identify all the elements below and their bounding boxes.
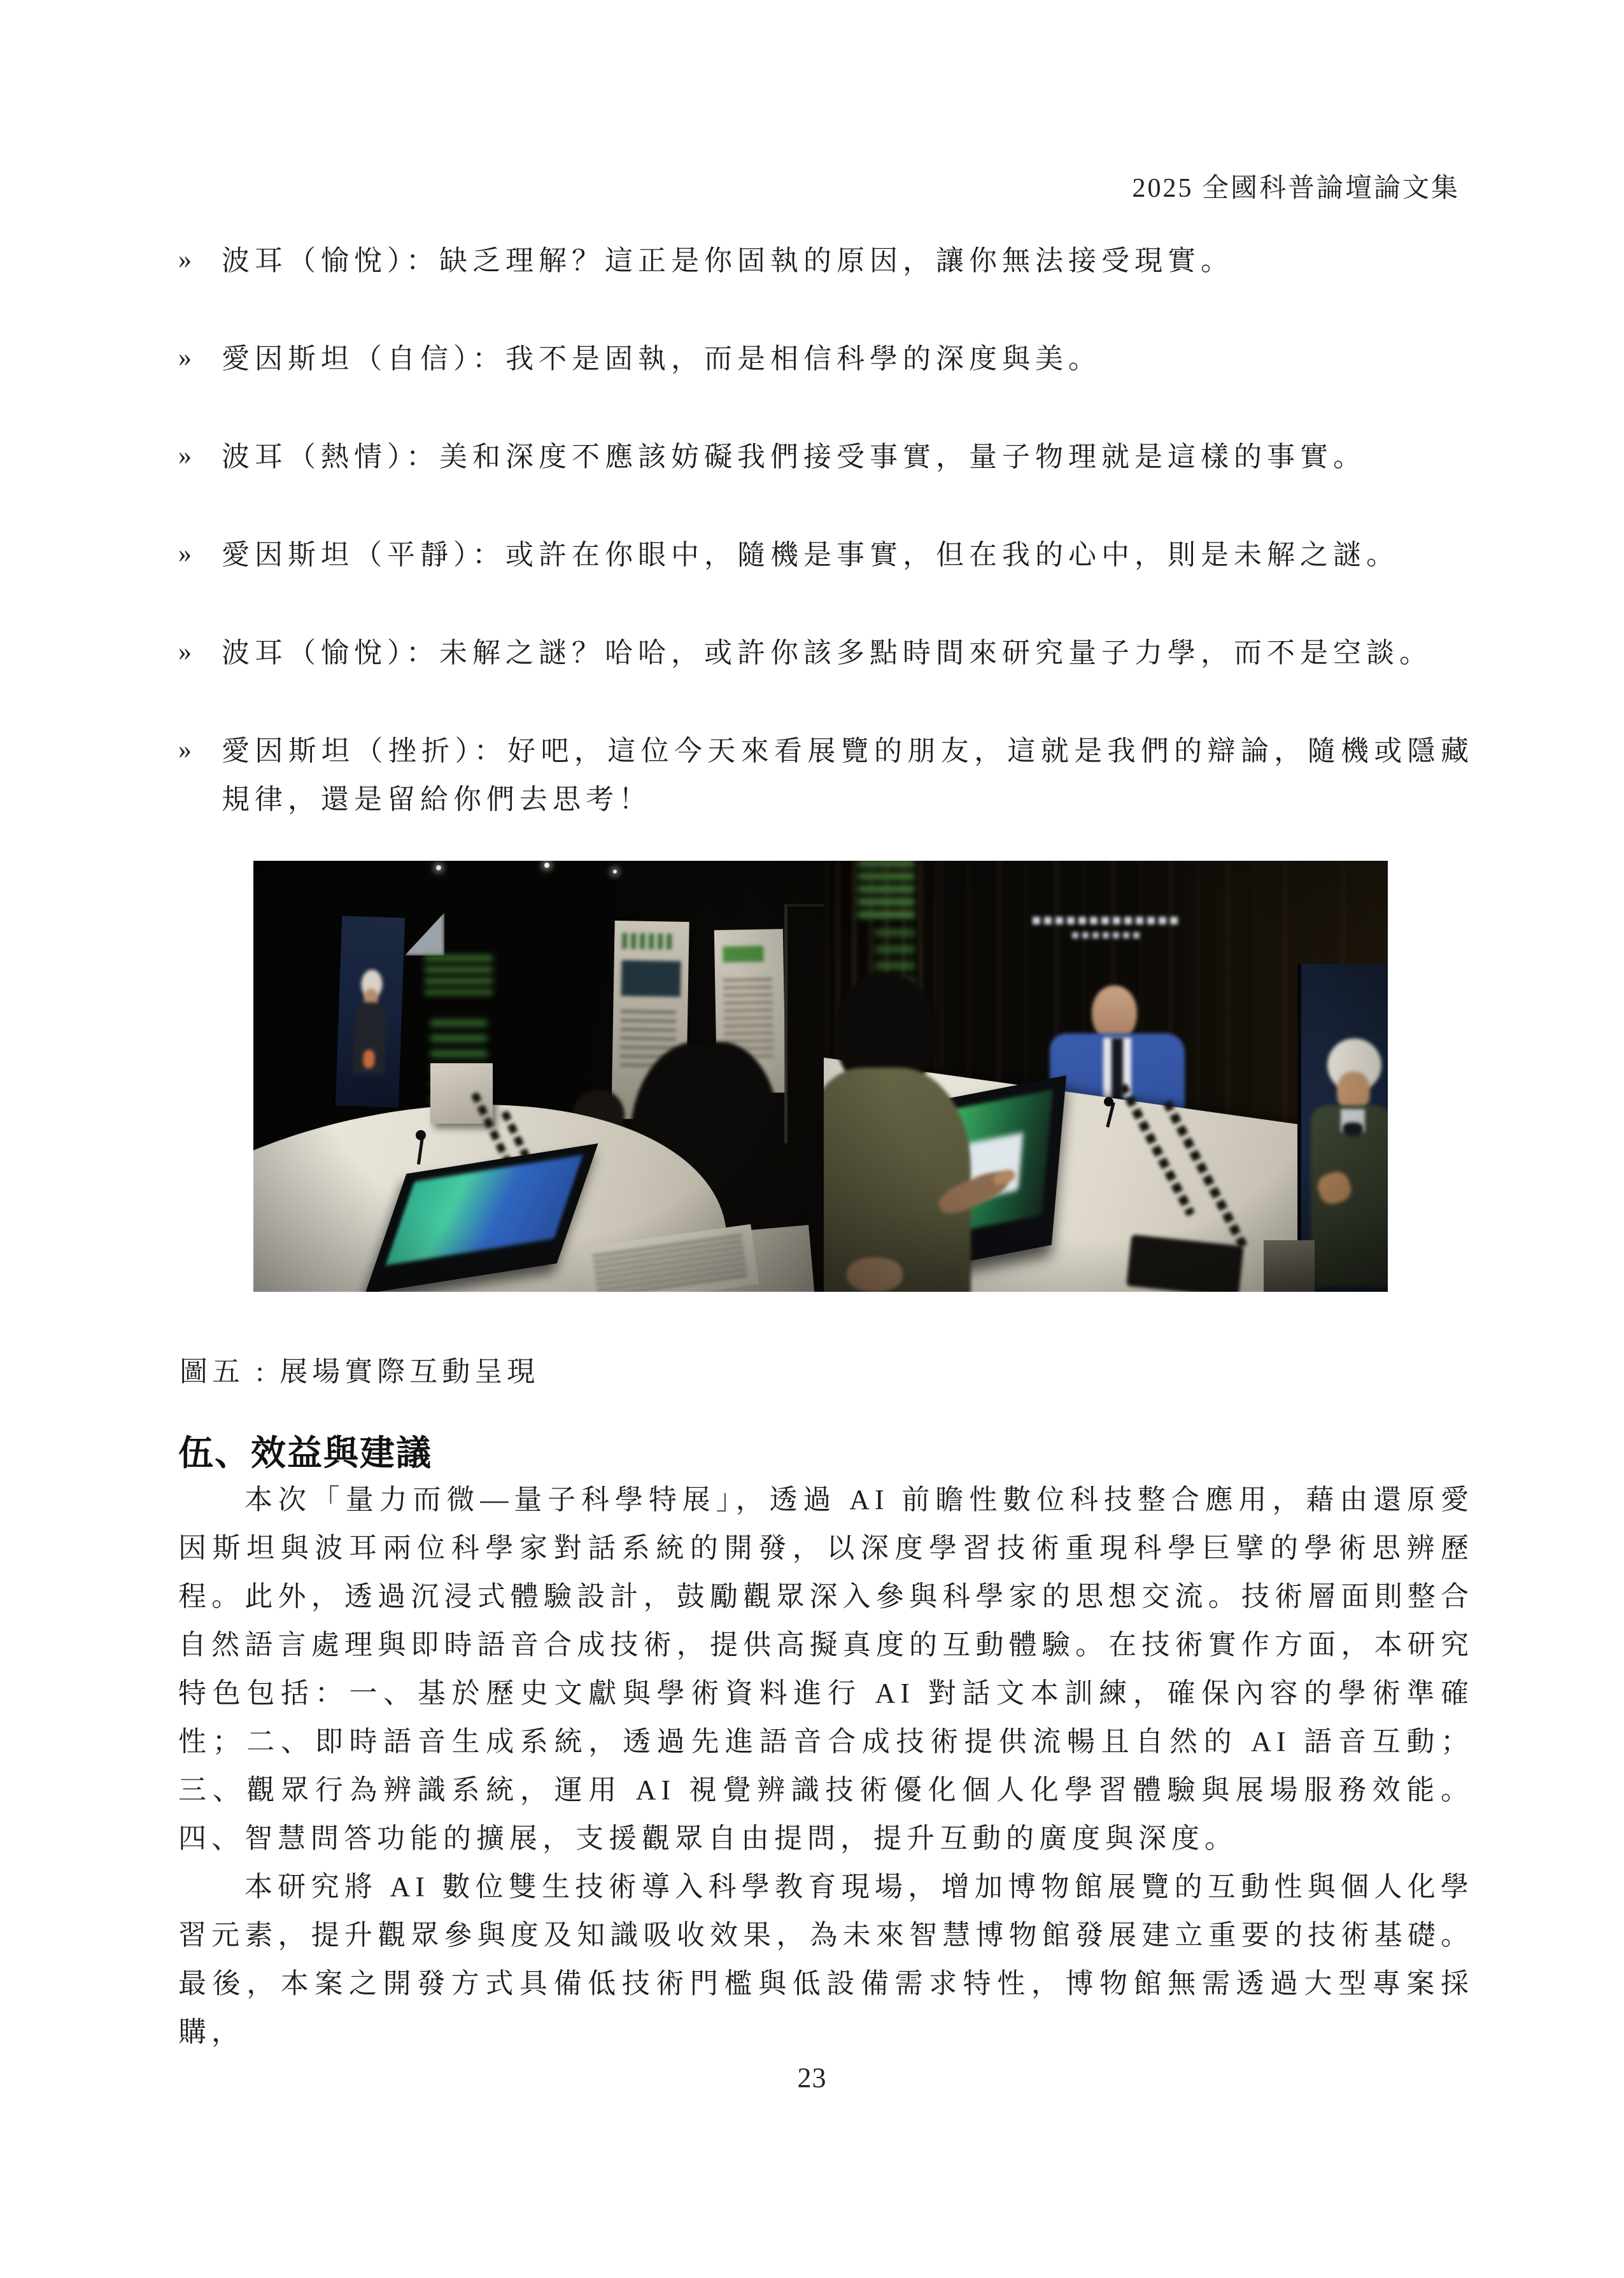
- photo-vignette: [253, 861, 824, 1292]
- section-heading: 伍、效益與建議: [178, 1434, 433, 1473]
- dialogue-text: 愛因斯坦（平靜）：或許在你眼中，隨機是事實，但在我的心中，則是未解之謎。: [222, 539, 1399, 570]
- dialogue-item: [178, 335, 1474, 383]
- figure-caption: 圖五 : 展場實際互動呈現: [180, 1356, 540, 1387]
- dialogue-text: 愛因斯坦（自信）：我不是固執，而是相信科學的深度與美。: [222, 343, 1101, 374]
- exhibit-photo-right: [824, 861, 1388, 1292]
- dialogue-item: [178, 433, 1474, 481]
- dialogue-text: 愛因斯坦（挫折）：好吧，這位今天來看展覽的朋友，這就是我們的辯論，隨機或隱藏規律，還是留給你們去思考！: [222, 735, 1474, 815]
- list-bullet-icon: »: [178, 343, 192, 372]
- photo-vignette: [824, 861, 1388, 1292]
- list-bullet-icon: »: [178, 637, 192, 667]
- figure-photo: [253, 861, 1388, 1292]
- list-bullet-icon: »: [178, 735, 192, 765]
- dialogue-text: 波耳（愉悅）：缺乏理解？這正是你固執的原因，讓你無法接受現實。: [222, 245, 1234, 276]
- list-bullet-icon: »: [178, 245, 192, 274]
- dialogue-list: [178, 237, 1474, 874]
- dialogue-item: [178, 531, 1474, 579]
- paragraph-conclusion: 本研究將 AI 數位雙生技術導入科學教育現場，增加博物館展覽的互動性與個人化學習元素，提升觀眾參與度及知識吸收效果，為未來智慧博物館發展建立重要的技術基礎。最後，本案之開發方式具備低技術門檻與低設備需求特性，博物館無需透過大型專案採購，: [178, 1871, 1474, 2048]
- list-bullet-icon: »: [178, 539, 192, 569]
- dialogue-item: [178, 629, 1474, 677]
- dialogue-text: 波耳（熱情）：美和深度不應該妨礙我們接受事實，量子物理就是這樣的事實。: [222, 441, 1366, 472]
- list-bullet-icon: »: [178, 441, 192, 470]
- page-header: 2025 全國科普論壇論文集: [1132, 174, 1460, 203]
- dialogue-item: [178, 237, 1474, 285]
- page-number: 23: [797, 2062, 827, 2093]
- paragraph-benefits: 本次「量力而微—量子科學特展」，透過 AI 前瞻性數位科技整合應用，藉由還原愛因斯坦與波耳兩位科學家對話系統的開發，以深度學習技術重現科學巨擘的學術思辨歷程。此外，透過沉浸式體驗設計，鼓勵觀眾深入參與科學家的思想交流。技術層面則整合自然語言處理與即時語音合成技術，提供高擬真度的互動體驗。在技術實作方面，本研究特色包括：一、基於歷史文獻與學術資料進行 AI 對話文本訓練，確保內容的學術準確性；二、即時語音生成系統，透過先進語音合成技術提供流暢且自然的 AI 語音互動；三、觀眾行為辨識系統，運用 AI 視覺辨識技術優化個人化學習體驗與展場服務效能。四、智慧問答功能的擴展，支援觀眾自由提問，提升互動的廣度與深度。: [178, 1484, 1474, 1854]
- dialogue-item: [178, 727, 1474, 824]
- exhibit-photo-left: [253, 861, 824, 1292]
- dialogue-text: 波耳（愉悅）：未解之謎？哈哈，或許你該多點時間來研究量子力學，而不是空談。: [222, 637, 1432, 669]
